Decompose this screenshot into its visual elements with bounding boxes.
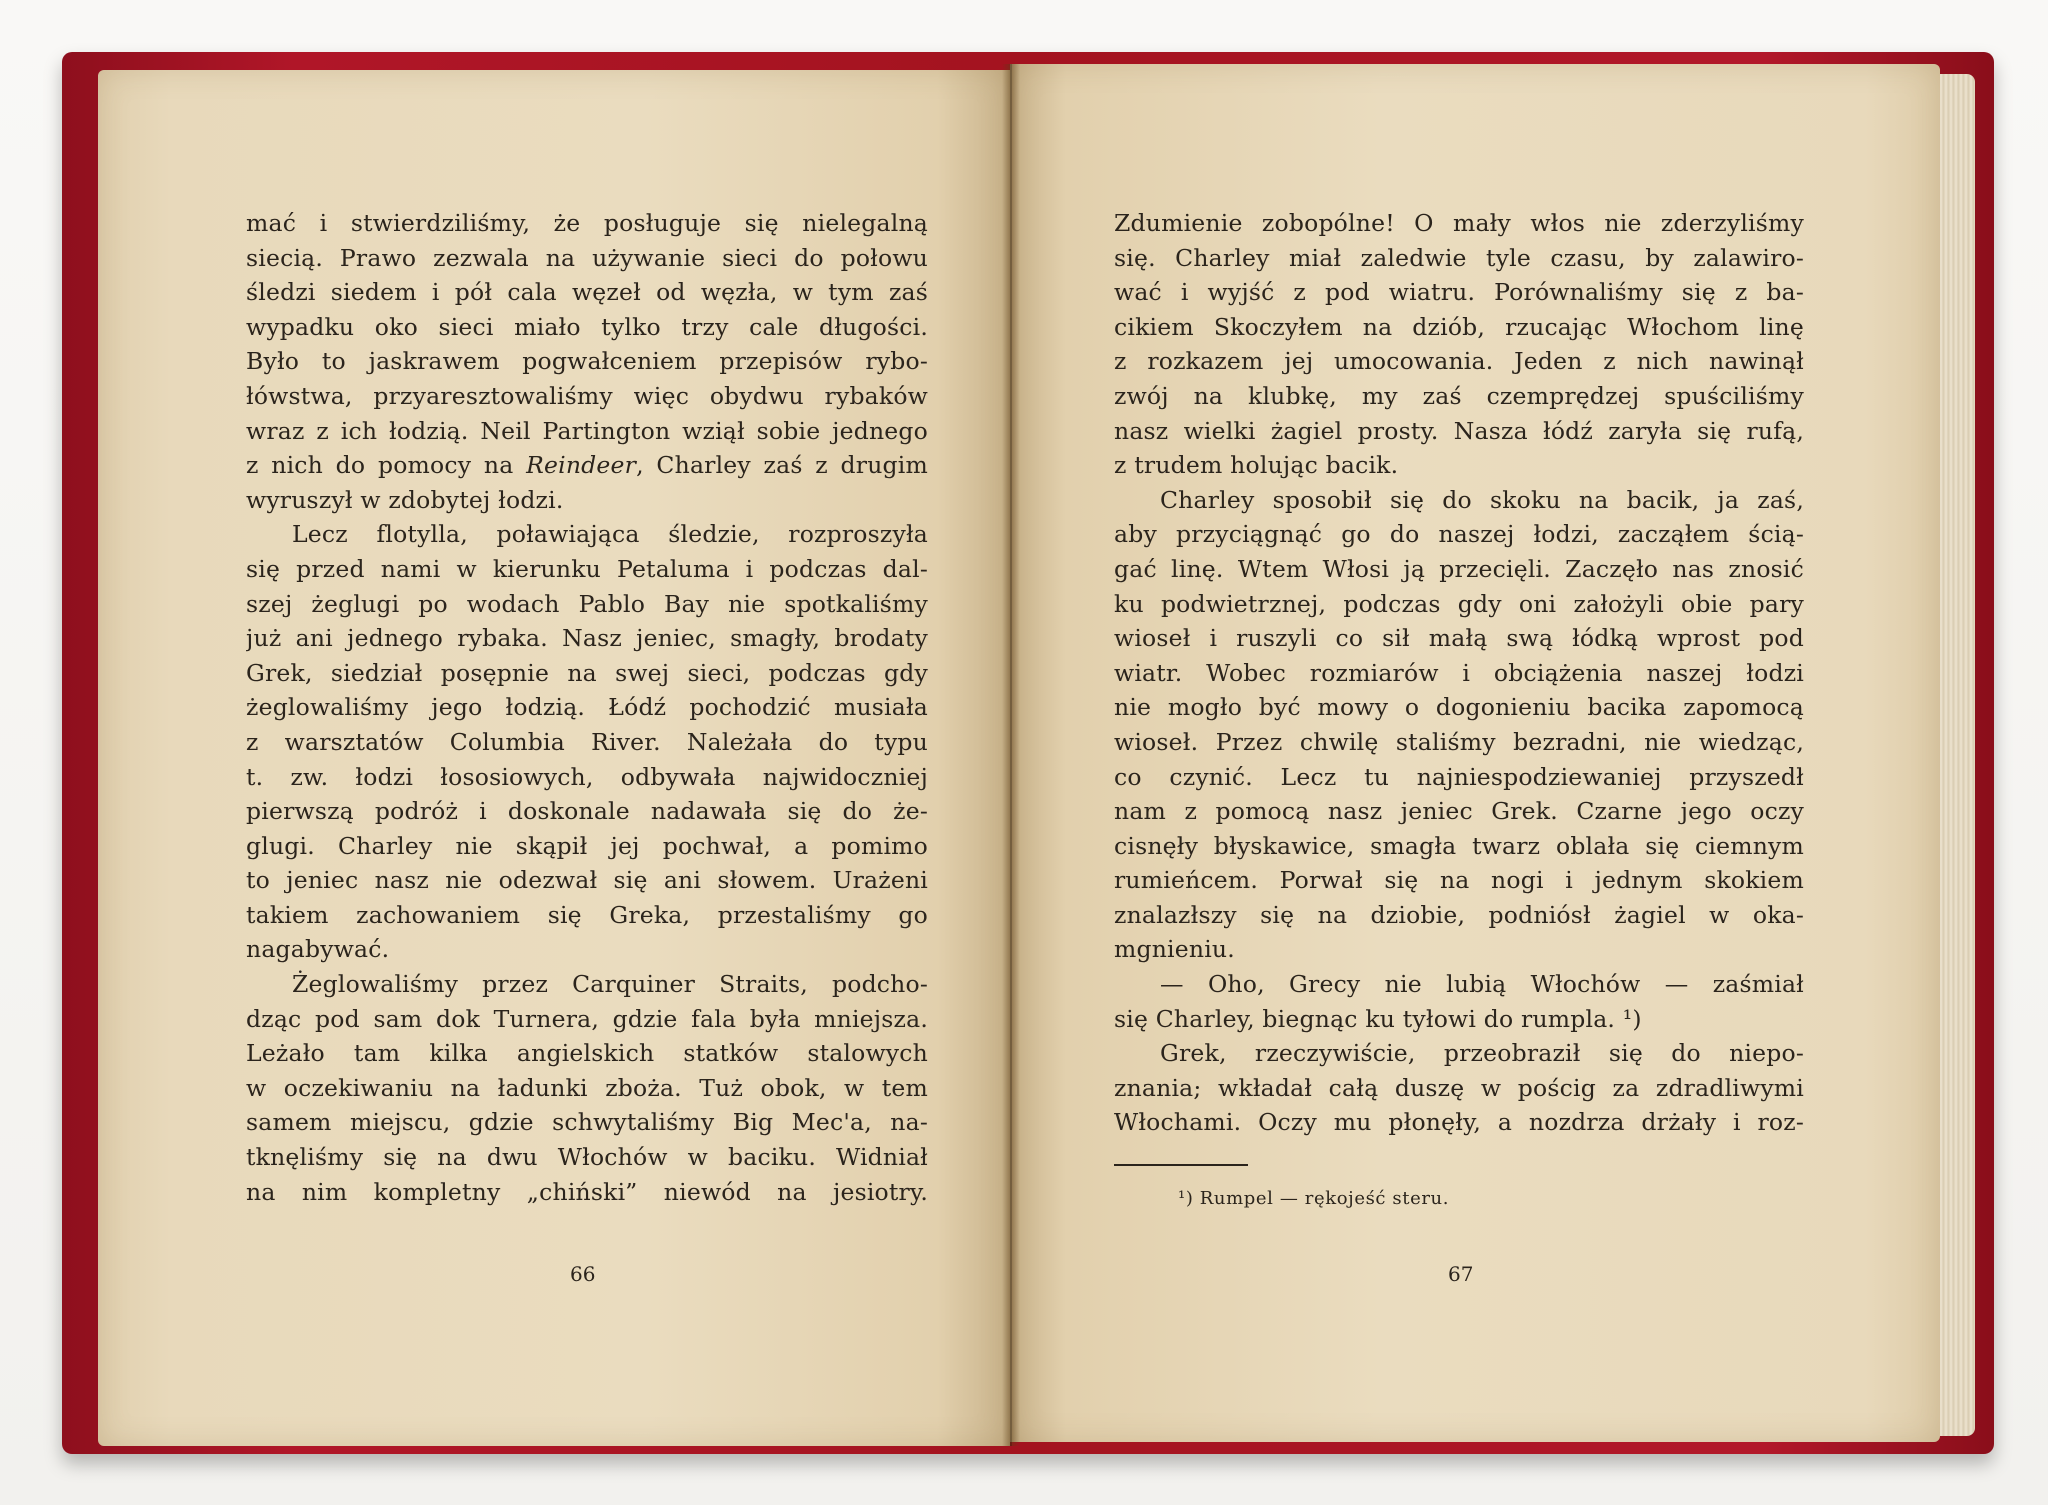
text-line: się przed nami w kierunku Petaluma i podczas dal- — [246, 554, 928, 583]
book-gutter — [1002, 64, 1020, 1446]
text-line: się. Charley miał zaledwie tyle czasu, by zalawiro- — [1114, 243, 1804, 272]
text-line: wać i wyjść z pod wiatru. Porównaliśmy się z ba- — [1114, 278, 1804, 307]
text-line: siecią. Prawo zezwala na używanie sieci do połowu — [246, 243, 928, 272]
text-line: — Oho, Grecy nie lubią Włochów — zaśmiał — [1160, 970, 1804, 999]
page-number: 66 — [570, 1262, 596, 1286]
text-line: wioseł i ruszyli co sił małą swą łódką wprost pod — [1114, 624, 1804, 653]
text-line: Grek, rzeczywiście, przeobraził się do niepo- — [1160, 1039, 1804, 1068]
text-line: mać i stwierdziliśmy, że posługuje się nielegalną — [246, 209, 928, 237]
left-page-text — [246, 206, 928, 1209]
text-line: cikiem Skoczyłem na dziób, rzucając Włochom linę — [1114, 312, 1804, 341]
text-line: wioseł. Przez chwilę staliśmy bezradni, nie wiedząc, — [1114, 727, 1804, 756]
text-line: z trudem holując bacik. — [1114, 451, 1399, 480]
text-line: z nich do pomocy na Reindeer, Charley zaś z drugim — [246, 451, 928, 480]
text-line: pierwszą podróż i doskonale nadawała się do że- — [246, 797, 928, 826]
text-line: z warsztatów Columbia River. Należała do typu — [246, 727, 928, 756]
text-line: zwój na klubkę, my zaś czemprędzej spuściliśmy — [1114, 381, 1804, 410]
text-line: z rozkazem jej umocowania. Jeden z nich nawinął — [1114, 347, 1804, 376]
text-line: Włochami. Oczy mu płonęły, a nozdrza drżały i roz- — [1114, 1108, 1804, 1137]
text-line: samem miejscu, gdzie schwytaliśmy Big Mec'a, na- — [246, 1108, 928, 1137]
text-line: Zdumienie zobopólne! O mały włos nie zderzyliśmy — [1114, 209, 1804, 237]
text-line: rumieńcem. Porwał się na nogi i jednym skokiem — [1114, 866, 1804, 895]
text-line: nie mogło być mowy o dogonieniu bacika zapomocą — [1114, 693, 1804, 722]
text-line: t. zw. łodzi łososiowych, odbywała najwidoczniej — [246, 762, 928, 791]
text-line: wyruszył w zdobytej łodzi. — [246, 485, 564, 514]
text-line: cisnęły błyskawice, smagła twarz oblała się ciemnym — [1114, 831, 1804, 860]
text-line: gać linę. Wtem Włosi ją przecięli. Zaczęło nas znosić — [1114, 554, 1804, 583]
text-line: Żeglowaliśmy przez Carquiner Straits, podcho- — [292, 970, 928, 999]
text-line: wraz z ich łodzią. Neil Partington wziął sobie jednego — [246, 416, 928, 445]
text-line: wiatr. Wobec rozmiarów i obciążenia naszej łodzi — [1114, 658, 1804, 687]
text-line: w oczekiwaniu na ładunki zboża. Tuż obok, w tem — [246, 1073, 928, 1102]
text-line: Grek, siedział posępnie na swej sieci, podczas gdy — [246, 658, 928, 687]
text-line: znalazłszy się na dziobie, podniósł żagiel w oka- — [1114, 900, 1804, 929]
ship-name: Reindeer — [526, 451, 637, 480]
text-line: nasz wielki żagiel prosty. Nasza łódź zaryła się rufą, — [1114, 416, 1804, 445]
text-line: łówstwa, przyaresztowaliśmy więc obydwu rybaków — [246, 381, 928, 410]
text-line: na nim kompletny „chiński” niewód na jesiotry. — [246, 1177, 928, 1206]
text-line: znania; wkładał całą duszę w pościg za zdradliwymi — [1114, 1073, 1804, 1102]
text-line: to jeniec nasz nie odezwał się ani słowem. Urażeni — [246, 866, 928, 895]
text-line: co czynić. Lecz tu najniespodziewaniej przyszedł — [1114, 762, 1804, 791]
text-line: wypadku oko sieci miało tylko trzy cale długości. — [246, 312, 928, 341]
text-line: nam z pomocą nasz jeniec Grek. Czarne jego oczy — [1114, 797, 1804, 826]
text-line: aby przyciągnąć go do naszej łodzi, zacząłem ścią- — [1114, 520, 1804, 549]
text-line: glugi. Charley nie skąpił jej pochwał, a pomimo — [246, 831, 928, 860]
text-line: żeglowaliśmy jego łodzią. Łódź pochodzić musiała — [246, 693, 928, 722]
text-line: ku podwietrznej, podczas gdy oni założyli obie pary — [1114, 589, 1804, 618]
text-line: Lecz flotylla, poławiająca śledzie, rozproszyła — [292, 520, 928, 549]
text-line: Charley sposobił się do skoku na bacik, ja zaś, — [1160, 485, 1804, 514]
text-line: mgnieniu. — [1114, 935, 1235, 964]
text-line: się Charley, biegnąc ku tyłowi do rumpla. ¹) — [1114, 1004, 1642, 1033]
text-line: Było to jaskrawem pogwałceniem przepisów rybo- — [246, 347, 928, 376]
text-line: tknęliśmy się na dwu Włochów w baciku. Widniał — [246, 1143, 928, 1172]
page-number: 67 — [1448, 1262, 1474, 1286]
text-line: śledzi siedem i pół cala węzeł od węzła, w tym zaś — [246, 278, 928, 307]
text-line: szej żeglugi po wodach Pablo Bay nie spotkaliśmy — [246, 589, 928, 618]
text-line: Leżało tam kilka angielskich statków stalowych — [246, 1039, 928, 1068]
text-line: takiem zachowaniem się Greka, przestaliśmy go — [246, 900, 928, 929]
footnote-divider — [1114, 1164, 1248, 1166]
text-line: już ani jednego rybaka. Nasz jeniec, smagły, brodaty — [246, 624, 928, 653]
right-page-text — [1114, 206, 1804, 1140]
text-line: nagabywać. — [246, 935, 390, 964]
text-line: dząc pod sam dok Turnera, gdzie fala była mniejsza. — [246, 1004, 928, 1033]
footnote: ¹) Rumpel — rękojeść steru. — [1178, 1188, 1450, 1209]
page-edges — [1935, 74, 1975, 1436]
